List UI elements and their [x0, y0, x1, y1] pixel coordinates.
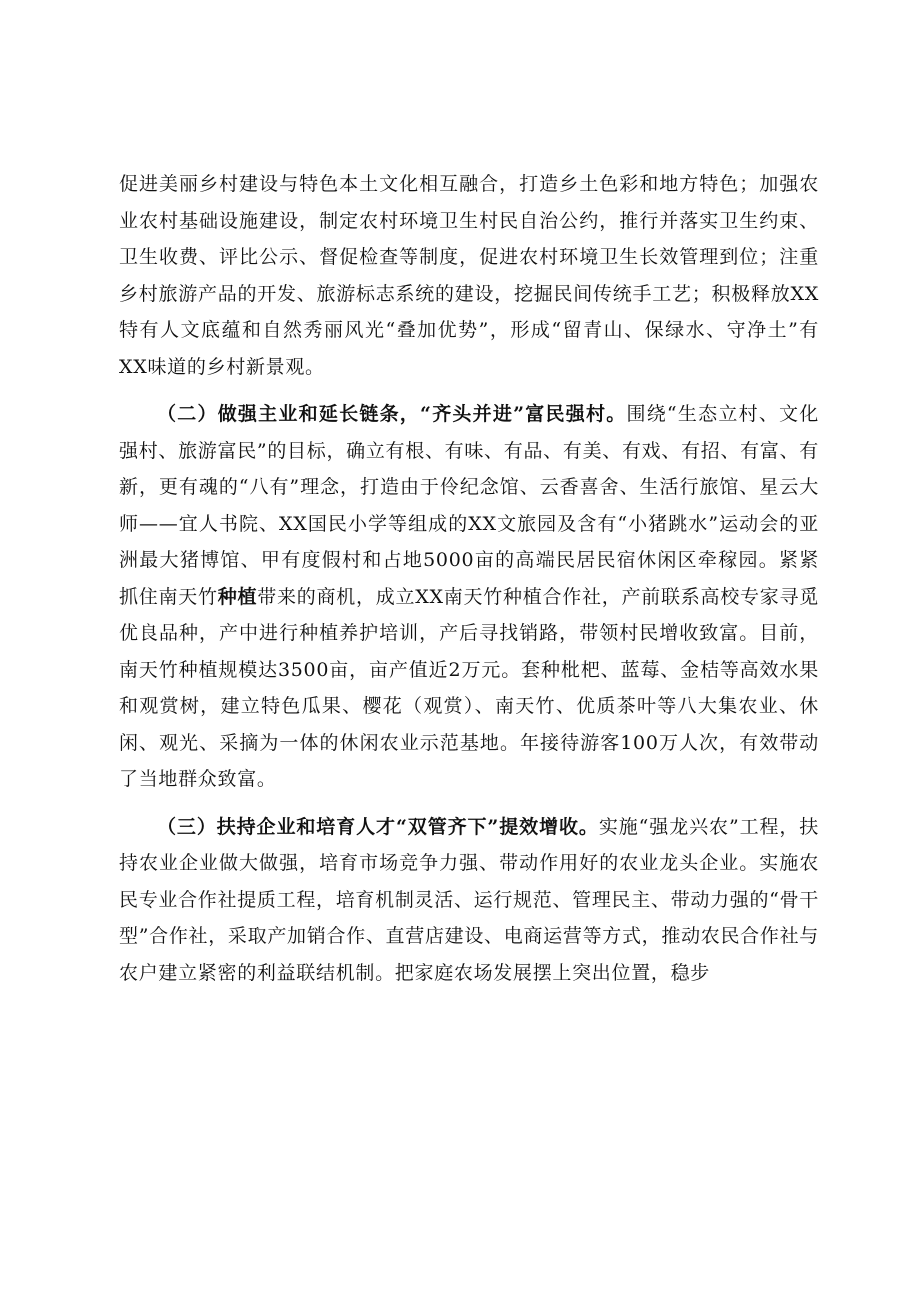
section-heading-3: （三）扶持企业和培育人才“双管齐下”提效增收。 [157, 815, 599, 838]
document-body [119, 166, 819, 991]
emphasized-term: 种植 [217, 585, 258, 608]
paragraph-text: 围绕“生态立村、文化强村、旅游富民”的目标，确立有根、有味、有品、有美、有戏、有招、有富、有新，更有魂的“八有”理念，打造由于伶纪念馆、云香喜舍、生活行旅馆、星云大师——宜人书院、XX国民小学等组成的XX文旅园及含有“小猪跳水”运动会的亚洲最大猪博馆、甲有度假村和占地5000亩的高端民居民宿休闲区牵稼园。紧紧抓住南天竹 [119, 403, 819, 608]
paragraph-enterprise-talent [119, 809, 819, 992]
paragraph-text: 带来的商机，成立XX南天竹种植合作社，产前联系高校专家寻觅优良品种，产中进行种植养护培训，产后寻找销路，带领村民增收致富。目前，南天竹种植规模达3500亩，亩产值近2万元。套种枇杷、蓝莓、金桔等高效水果和观赏树，建立特色瓜果、樱花（观赏）、南天竹、优质茶叶等八大集农业、休闲、观光、采摘为一体的休闲农业示范基地。年接待游客100万人次，有效带动了当地群众致富。 [119, 585, 820, 790]
paragraph-text: 促进美丽乡村建设与特色本土文化相互融合，打造乡土色彩和地方特色；加强农业农村基础设施建设，制定农村环境卫生村民自治公约，推行并落实卫生约束、卫生收费、评比公示、督促检查等制度，促进农村环境卫生长效管理到位；注重乡村旅游产品的开发、旅游标志系统的建设，挖掘民间传统手工艺；积极释放XX特有人文底蕴和自然秀丽风光“叠加优势”，形成“留青山、保绿水、守净土”有XX味道的乡村新景观。 [119, 173, 819, 378]
section-heading-2: （二）做强主业和延长链条，“齐头并进”富民强村。 [157, 403, 627, 425]
paragraph-main-industry [119, 396, 819, 798]
paragraph-rural-landscape [119, 166, 819, 385]
paragraph-text: 实施“强龙兴农”工程，扶持农业企业做大做强，培育市场竞争力强、带动作用好的农业龙头企业。实施农民专业合作社提质工程，培育机制灵活、运行规范、管理民主、带动力强的“骨干型”合作社，采取产加销合作、直营店建设、电商运营等方式，推动农民合作社与农户建立紧密的利益联结机制。把家庭农场发展摆上突出位置，稳步 [119, 815, 820, 984]
